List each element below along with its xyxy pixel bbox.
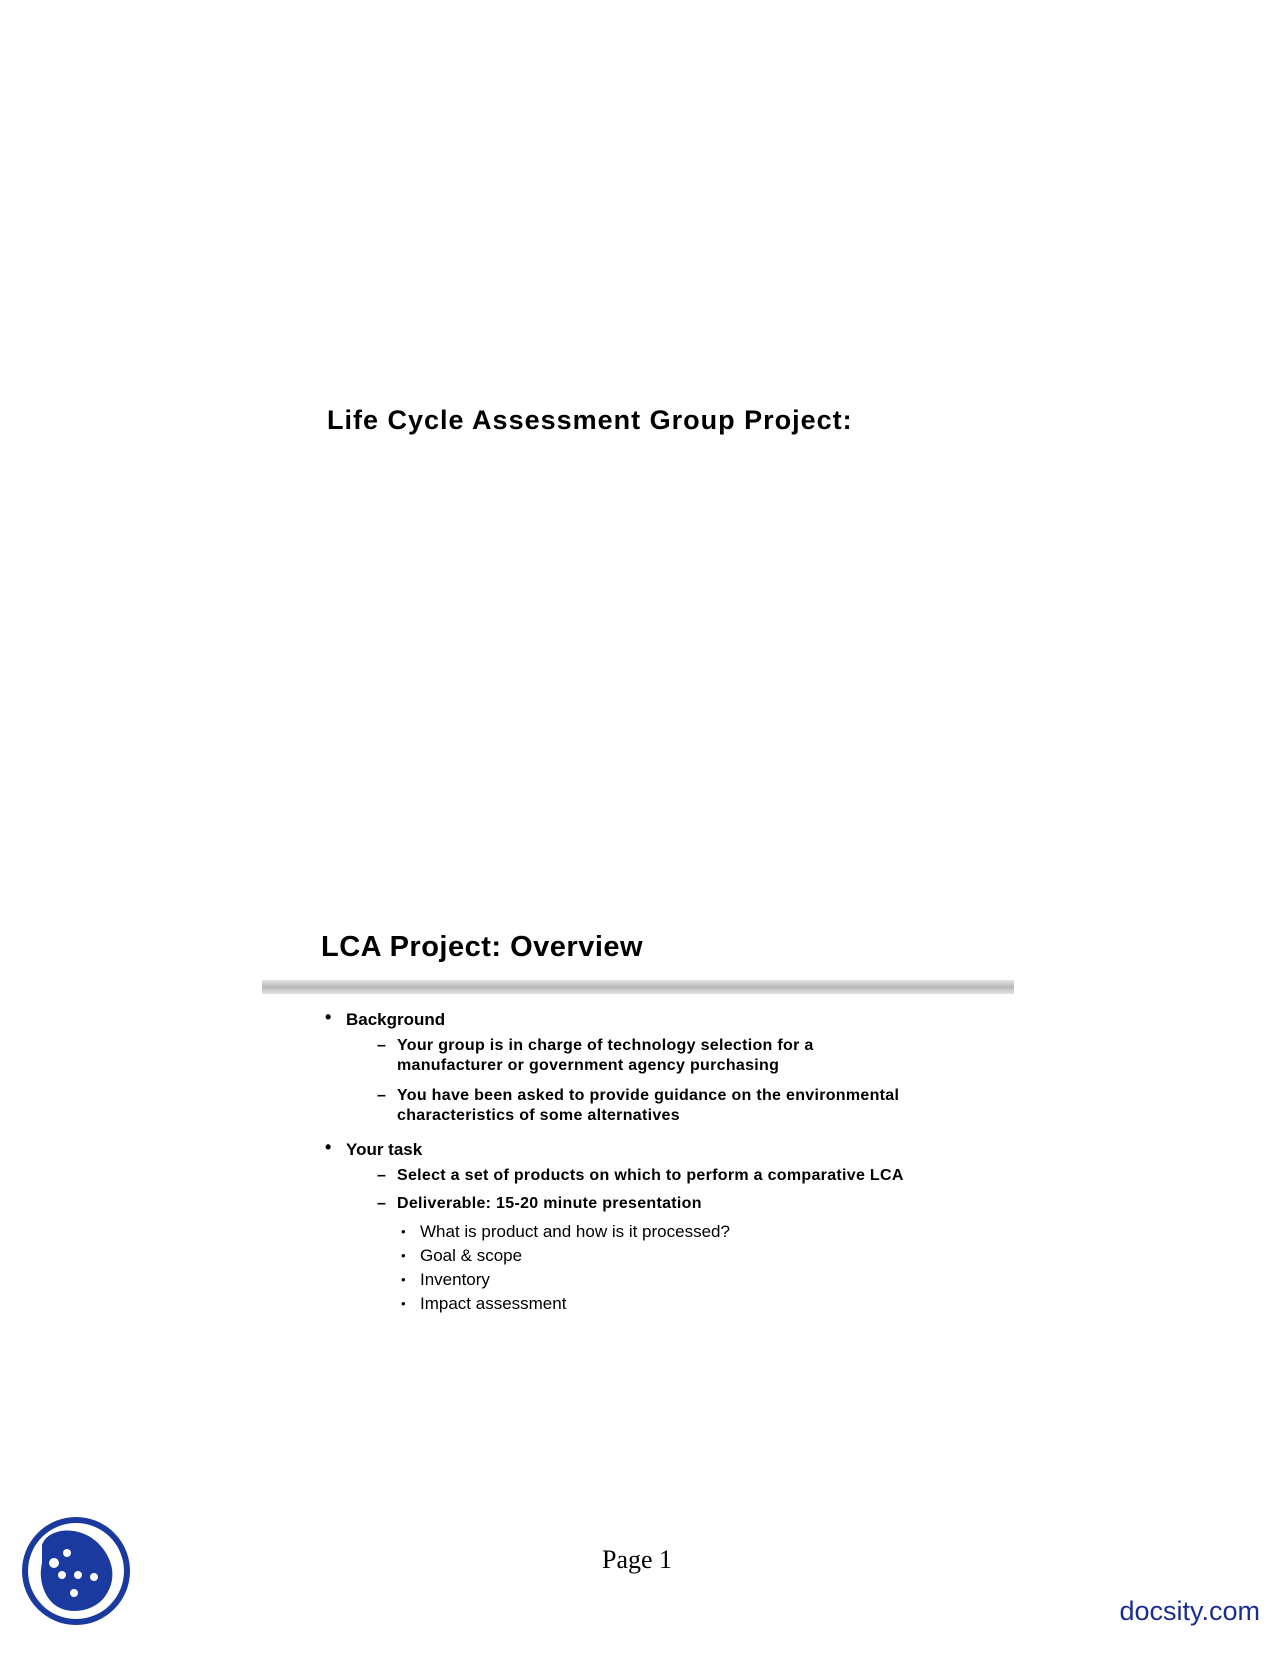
deliverable-item: • Goal & scope [401, 1244, 1025, 1268]
slide1-title: Life Cycle Assessment Group Project: [327, 405, 853, 435]
sub-bullet-line: – Your group is in charge of technology selection for a [397, 1037, 814, 1054]
slide2-content [325, 1010, 1025, 1316]
bullet-your-task: • Your task [325, 1140, 1025, 1160]
sub-bullet [377, 1194, 1025, 1214]
deliverable-list [325, 1220, 1025, 1316]
sub-bullet-line: – You have been asked to provide guidance on the environmental [397, 1087, 900, 1104]
bullet-background: • Background [325, 1010, 1025, 1030]
slide2-title: LCA Project: Overview [321, 931, 644, 963]
sub-bullet [377, 1166, 1025, 1186]
title-divider [262, 980, 1014, 994]
deliverable-item: • Impact assessment [401, 1292, 1025, 1316]
sub-bullet-line: characteristics of some alternatives [397, 1107, 680, 1124]
sub-bullet-line: – Deliverable: 15-20 minute presentation [397, 1195, 702, 1212]
docsity-logo-icon[interactable] [20, 1515, 132, 1627]
page-number: Page 1 [602, 1545, 673, 1574]
deliverable-item: • What is product and how is it processed? [401, 1220, 1025, 1244]
deliverable-item: • Inventory [401, 1268, 1025, 1292]
sub-bullet [377, 1036, 1025, 1076]
sub-bullet [377, 1086, 1025, 1126]
sub-bullet-line: – Select a set of products on which to perform a comparative LCA [397, 1167, 904, 1184]
sub-bullet-line: manufacturer or government agency purchasing [397, 1057, 780, 1074]
docsity-brand-link[interactable]: docsity.com [1119, 1596, 1260, 1626]
